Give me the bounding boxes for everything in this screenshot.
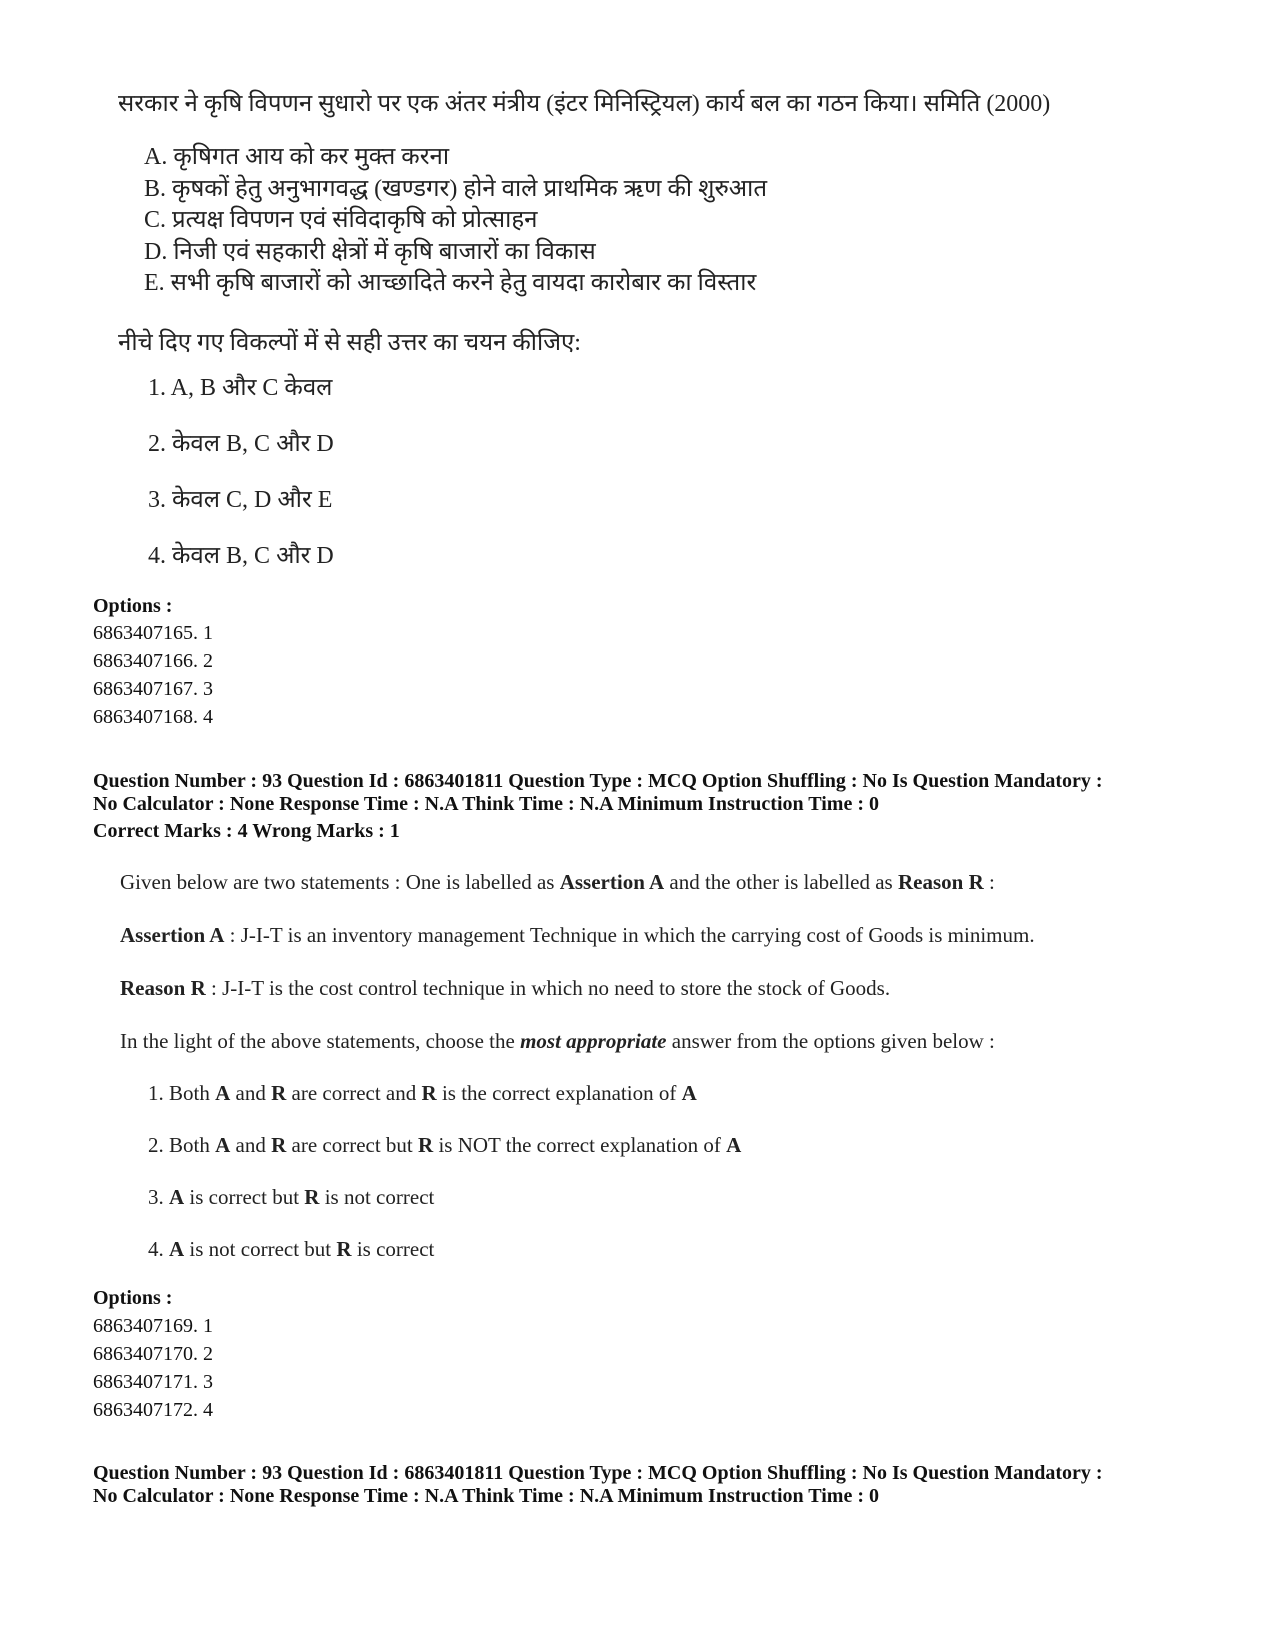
options-label: Options : bbox=[93, 595, 173, 617]
hindi-statement: A. कृषिगत आय को कर मुक्त करना bbox=[144, 144, 450, 170]
question-meta-line: No Calculator : None Response Time : N.A Think Time : N.A Minimum Instruction Time : 0 bbox=[93, 1485, 879, 1507]
instruction-emphasis: most appropriate bbox=[520, 1029, 667, 1053]
choice-bold: R bbox=[418, 1133, 434, 1157]
choice-text: and bbox=[230, 1081, 272, 1105]
option-line: 6863407167. 3 bbox=[93, 678, 213, 700]
choice-text: is not correct bbox=[319, 1185, 435, 1209]
question-meta-line: Question Number : 93 Question Id : 6863401811 Question Type : MCQ Option Shuffling : No Is Question Mandatory : bbox=[93, 770, 1103, 792]
option-line: 6863407165. 1 bbox=[93, 622, 213, 644]
hindi-statement: B. कृषकों हेतु अनुभागवद्ध (खण्डगर) होने वाले प्राथमिक ऋण की शुरुआत bbox=[144, 175, 768, 202]
instruction-text: answer from the options given below : bbox=[666, 1029, 995, 1053]
hindi-statement: D. निजी एवं सहकारी क्षेत्रों में कृषि बाजारों का विकास bbox=[144, 238, 596, 265]
choice-text: are correct but bbox=[286, 1133, 419, 1157]
intro-text: and the other is labelled as bbox=[664, 870, 898, 894]
assertion-statement bbox=[120, 923, 1035, 948]
option-line: 6863407166. 2 bbox=[93, 650, 213, 672]
choice-text: is correct but bbox=[184, 1185, 305, 1209]
choice-text: is not correct but bbox=[184, 1237, 337, 1261]
choice-bold: A bbox=[681, 1081, 697, 1105]
instruction-text: In the light of the above statements, choose the bbox=[120, 1029, 521, 1053]
choice-bold: R bbox=[271, 1133, 287, 1157]
choice-text: and bbox=[230, 1133, 272, 1157]
choice-text: is correct bbox=[351, 1237, 435, 1261]
hindi-instruction: नीचे दिए गए विकल्पों में से सही उत्तर का चयन कीजिए: bbox=[118, 330, 581, 356]
choice-bold: A bbox=[215, 1133, 231, 1157]
english-choice bbox=[148, 1081, 697, 1106]
choice-text: 1. Both bbox=[148, 1081, 216, 1105]
english-choice bbox=[148, 1133, 741, 1158]
choice-bold: R bbox=[271, 1081, 287, 1105]
option-line: 6863407172. 4 bbox=[93, 1399, 213, 1421]
assertion-label: Assertion A bbox=[120, 923, 225, 947]
hindi-choice: 3. केवल C, D और E bbox=[148, 487, 333, 513]
option-line: 6863407169. 1 bbox=[93, 1315, 213, 1337]
hindi-question-stem: सरकार ने कृषि विपणन सुधारो पर एक अंतर मंत्रीय (इंटर मिनिस्ट्रियल) कार्य बल का गठन किया। समिति (2000) bbox=[118, 91, 1051, 117]
intro-assertion: Assertion A bbox=[559, 870, 665, 894]
assertion-text: : J-I-T is an inventory management Technique in which the carrying cost of Goods is minimum. bbox=[224, 923, 1035, 947]
hindi-statement: C. प्रत्यक्ष विपणन एवं संविदाकृषि को प्रोत्साहन bbox=[144, 207, 538, 233]
hindi-choice: 2. केवल B, C और D bbox=[148, 431, 334, 457]
question-meta-line: No Calculator : None Response Time : N.A Think Time : N.A Minimum Instruction Time : 0 bbox=[93, 793, 879, 815]
choice-bold: R bbox=[336, 1237, 352, 1261]
choice-bold: R bbox=[421, 1081, 437, 1105]
hindi-statement: E. सभी कृषि बाजारों को आच्छादिते करने हेतु वायदा कारोबार का विस्तार bbox=[144, 270, 757, 296]
choice-text: is NOT the correct explanation of bbox=[433, 1133, 727, 1157]
choice-bold: A bbox=[169, 1185, 185, 1209]
choice-text: is the correct explanation of bbox=[436, 1081, 682, 1105]
choice-text: 4. bbox=[148, 1237, 169, 1261]
choice-text: are correct and bbox=[286, 1081, 422, 1105]
choice-bold: A bbox=[169, 1237, 185, 1261]
english-choice bbox=[148, 1237, 434, 1262]
choice-bold: A bbox=[726, 1133, 742, 1157]
reason-statement bbox=[120, 976, 890, 1001]
reason-text: : J-I-T is the cost control technique in which no need to store the stock of Goods. bbox=[205, 976, 891, 1000]
question-meta-line: Question Number : 93 Question Id : 6863401811 Question Type : MCQ Option Shuffling : No Is Question Mandatory : bbox=[93, 1462, 1103, 1484]
english-instruction bbox=[120, 1029, 995, 1054]
choice-text: 3. bbox=[148, 1185, 169, 1209]
choice-bold: A bbox=[215, 1081, 231, 1105]
choice-bold: R bbox=[304, 1185, 320, 1209]
option-line: 6863407170. 2 bbox=[93, 1343, 213, 1365]
hindi-statement-list bbox=[144, 142, 767, 300]
choice-text: 2. Both bbox=[148, 1133, 216, 1157]
reason-label: Reason R bbox=[120, 976, 206, 1000]
marks-line: Correct Marks : 4 Wrong Marks : 1 bbox=[93, 820, 400, 842]
option-line: 6863407171. 3 bbox=[93, 1371, 213, 1393]
intro-text: Given below are two statements : One is labelled as bbox=[120, 870, 560, 894]
english-choice bbox=[148, 1185, 434, 1210]
english-question-intro bbox=[120, 870, 995, 895]
intro-text: : bbox=[983, 870, 995, 894]
hindi-choice: 1. A, B और C केवल bbox=[148, 375, 333, 401]
option-line: 6863407168. 4 bbox=[93, 706, 213, 728]
intro-reason: Reason R bbox=[897, 870, 984, 894]
options-label: Options : bbox=[93, 1287, 173, 1309]
hindi-choice: 4. केवल B, C और D bbox=[148, 543, 334, 569]
